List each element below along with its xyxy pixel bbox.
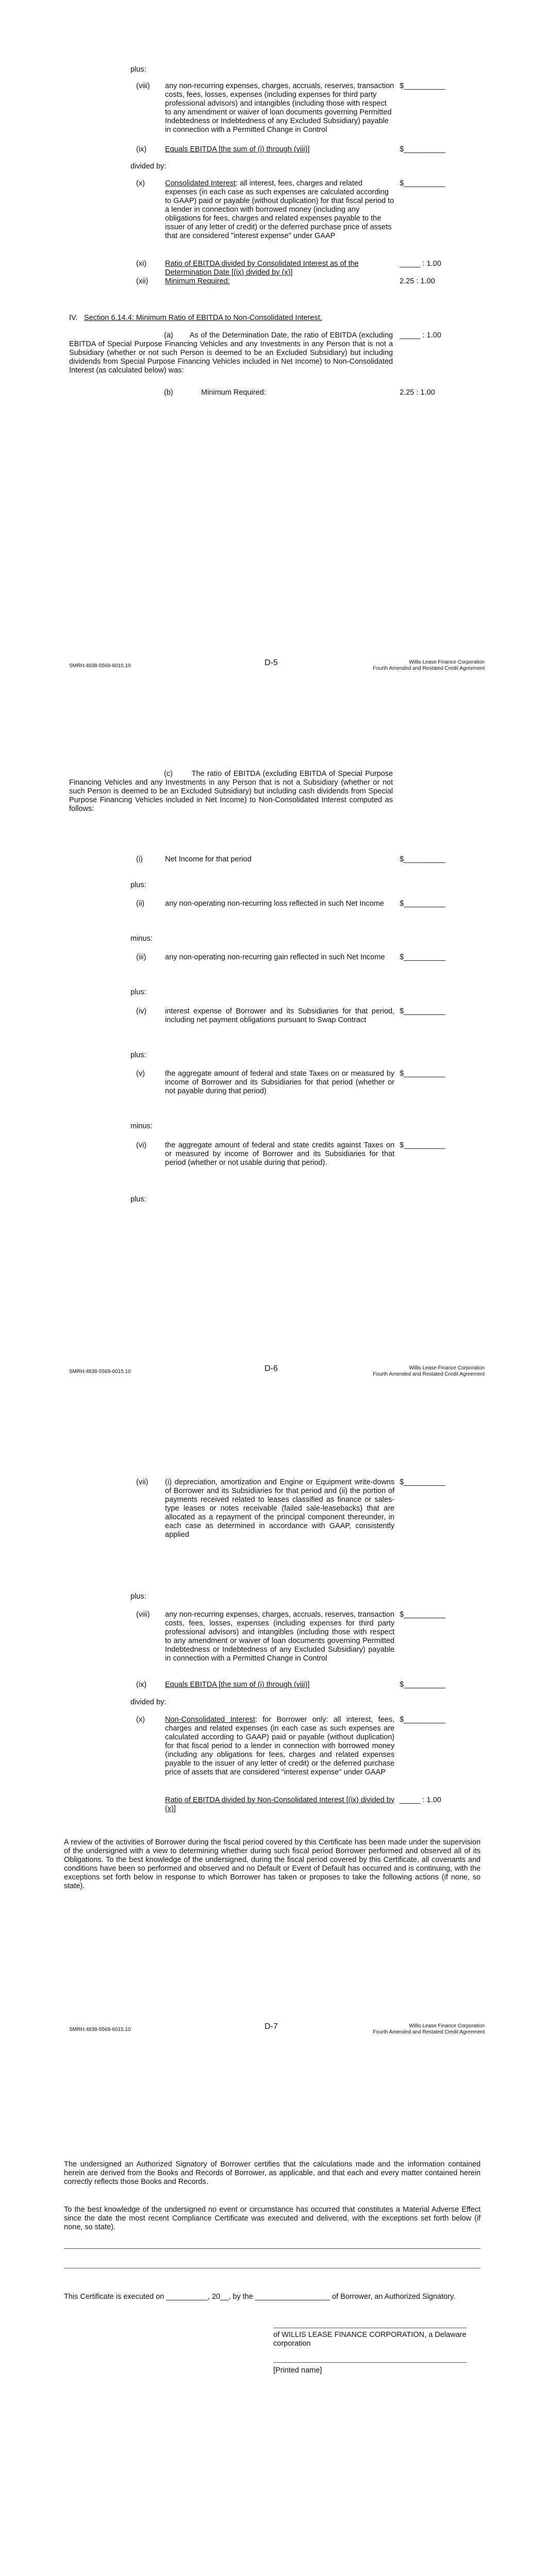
plus-label: plus:: [130, 988, 146, 996]
item-number: (iv): [136, 1007, 147, 1015]
amount-blank: $__________: [400, 1478, 446, 1486]
printed-name-line: [273, 2362, 467, 2363]
minimum-value: 2.25 : 1.00: [400, 388, 435, 397]
item-text: any non-operating non-recurring loss reflected in such Net Income: [165, 900, 384, 908]
footer-doc-id: SMRH:4838-5569-6015.10: [69, 2027, 131, 2032]
item-number: (v): [136, 1070, 145, 1078]
ratio-blank: _____ : 1.00: [400, 1796, 441, 1804]
footer-line: Willis Lease Finance Corporation: [409, 2023, 485, 2029]
item-text: (i) depreciation, amortization and Engine or Equipment write-downs of Borrower and its Subsidiaries for that period and (ii) the portion of payments received related to leases classified as finance or sales-type leases or notes receivable (failed sale-leasebacks) that are allocated as a repayment of the principal component thereunder, in each case as determined in accordance with GAAP, consistently applied: [165, 1478, 394, 1539]
item-text: any non-operating non-recurring gain reflected in such Net Income: [165, 953, 385, 961]
footer-line: Willis Lease Finance Corporation: [409, 1365, 485, 1371]
footer-page-number: D-7: [265, 2022, 278, 2031]
footer-doc-id: SMRH:4838-5569-6015.10: [69, 663, 131, 669]
footer-company: [278, 659, 485, 672]
amount-blank: $__________: [400, 855, 446, 863]
item-text: Net Income for that period: [165, 855, 252, 863]
item-text: the aggregate amount of federal and state Taxes on or measured by income of Borrower and its Subsidiaries for that period (whether or not payable during that period): [165, 1070, 394, 1095]
amount-blank: $__________: [400, 1611, 446, 1619]
item-number: (viii): [136, 82, 150, 90]
minimum-value: 2.25 : 1.00: [400, 277, 435, 285]
item-number: (x): [136, 179, 145, 188]
item-text: the aggregate amount of federal and state credits against Taxes on or measured by income of Borrower and its Subsidiaries for that period (whether or not usable during that period).: [165, 1141, 394, 1167]
minus-label: minus:: [130, 1122, 153, 1130]
item-text: Minimum Required:: [201, 388, 266, 397]
item-text: [165, 179, 394, 241]
item-number: (ix): [136, 1681, 147, 1689]
amount-blank: $__________: [400, 1070, 446, 1078]
footer-doc-id: SMRH:4838-5569-6015.10: [69, 1369, 131, 1375]
amount-blank: $__________: [400, 1716, 446, 1724]
item-text: Ratio of EBITDA divided by Consolidated Interest as of the Determination Date [(ix) divided by (x)]: [165, 260, 359, 277]
footer-line: Fourth Amended and Restated Credit Agreement: [373, 2029, 485, 2035]
divided-by-label: divided by:: [130, 162, 167, 171]
amount-blank: $__________: [400, 1681, 446, 1689]
item-number: (iii): [136, 953, 146, 961]
item-text: Minimum Required:: [165, 277, 230, 285]
footer-line: Fourth Amended and Restated Credit Agreement: [373, 666, 485, 671]
item-number: (vii): [136, 1478, 149, 1486]
execution-statement: This Certificate is executed on __________, 20__, by the __________________ of Borrower, an Authorized Signatory.: [64, 2293, 456, 2301]
ratio-text: Ratio of EBITDA divided by Non-Consolidated Interest [(ix) divided by (x)]: [165, 1796, 394, 1813]
amount-blank: $__________: [400, 953, 446, 961]
amount-blank: $__________: [400, 1141, 446, 1149]
footer-company: [278, 2023, 485, 2036]
signature-entity: of WILLIS LEASE FINANCE CORPORATION, a Delaware corporation: [273, 2331, 467, 2348]
item-number: (xii): [136, 277, 149, 285]
item-text: Equals EBITDA [the sum of (i) through (viii)]: [165, 145, 310, 154]
footer-line: Willis Lease Finance Corporation: [409, 659, 485, 665]
footer-page-number: D-5: [265, 658, 278, 667]
plus-label: plus:: [130, 881, 146, 889]
footer-page-number: D-6: [265, 1364, 278, 1373]
item-number: (ix): [136, 145, 147, 154]
footer-company: [278, 1365, 485, 1378]
item-text: interest expense of Borrower and its Subsidiaries for that period, including net payment obligations pursuant to Swap Contract: [165, 1007, 394, 1024]
section-heading: Section 6.14.4: Minimum Ratio of EBITDA to Non-Consolidated Interest.: [84, 314, 322, 322]
item-text: Equals EBITDA [the sum of (i) through (viii)]: [165, 1681, 310, 1689]
review-paragraph: A review of the activities of Borrower during the fiscal period covered by this Certificate has been made under the supervision of the undersigned with a view to determining whether during such fiscal period Borrower performed and observed all of its Obligations. To the best knowledge of the undersigned, during the fiscal period covered by this Certificate, all covenants and conditions have been so performed and observed and no Default or Event of Default has occurred and is continuing, with the exceptions set forth below in response to which Borrower has taken or proposes to take the following actions (if none, so state).: [64, 1838, 481, 1890]
amount-blank: $__________: [400, 145, 446, 154]
item-text: any non-recurring expenses, charges, accruals, reserves, transaction costs, fees, losses, expenses (including expenses for third party professional advisors) and intangibles (including those with respect to any amendment or waiver of loan documents governing Permitted Indebtedness or Indebtedness of any Excluded Subsidiary) payable in connection with a Permitted Change in Control: [165, 1611, 394, 1663]
divided-by-label: divided by:: [130, 1698, 167, 1706]
paragraph-a: (a) As of the Determination Date, the ratio of EBITDA (excluding EBITDA of Special Purpose Financing Vehicles and any Investments in any Person that is not a Subsidiary (whether or not such Person is deemed to be an Excluded Subsidiary) but including dividends from Special Purpose Financing Vehicles included in Net Income) to Non-Consolidated Interest (as calculated below) was:: [69, 331, 393, 375]
amount-blank: $__________: [400, 82, 446, 90]
item-text: [165, 1716, 394, 1777]
section-number: IV.: [69, 314, 78, 322]
footer-line: Fourth Amended and Restated Credit Agreement: [373, 1371, 485, 1377]
plus-label: plus:: [130, 1051, 146, 1059]
defined-term: Consolidated Interest: [165, 179, 236, 188]
printed-name-label: [Printed name]: [273, 2366, 322, 2375]
amount-blank: $__________: [400, 179, 446, 188]
ratio-blank: _____ : 1.00: [400, 260, 441, 268]
mae-paragraph: To the best knowledge of the undersigned no event or circumstance has occurred that constitutes a Material Adverse Effect since the date the most recent Compliance Certificate was executed and delivered, with the exceptions set forth below (if none, so state).: [64, 2206, 481, 2231]
item-number: (xi): [136, 260, 147, 268]
ratio-blank: _____ : 1.00: [400, 331, 441, 340]
definition-text: : all interest, fees, charges and related expenses (in each case as such expenses are calculated according to GAAP) paid or payable (without duplication) for that fiscal period to a lender in connection with borrowed money (including any obligations for fees, charges and related expenses payable to the issuer of any letter of credit) or the deferred purchase price of assets that are considered "interest expense" under GAAP: [165, 179, 394, 240]
item-text: any non-recurring expenses, charges, accruals, reserves, transaction costs, fees, losses, expenses (including expenses for third party professional advisors) and intangibles (including those with respect to any amendment or waiver of loan documents governing Permitted Indebtedness or Indebtedness of any Excluded Subsidiary) payable in connection with a Permitted Change in Control: [165, 82, 394, 134]
paragraph-c: (c) The ratio of EBITDA (excluding EBITDA of Special Purpose Financing Vehicles and any Investments in any Person that is not a Subsidiary (whether or not such Person is deemed to be an Excluded Subsidiary) but including cash dividends from Special Purpose Financing Vehicles included in Net Income) to Non-Consolidated Interest computed as follows:: [69, 770, 393, 813]
item-number: (b): [164, 388, 173, 397]
plus-label: plus:: [130, 1592, 146, 1601]
plus-label: plus:: [130, 65, 146, 74]
definition-text: : for Borrower only: all interest, fees, charges and related expenses (in each case as such expenses are calculated according to GAAP) paid or payable (without duplication) for that fiscal period to a lender in connection with borrowed money (including any obligations for fees, charges and related expenses payable to the issuer of any letter of credit) or the deferred purchase price of assets that are considered "interest expense" under GAAP: [165, 1716, 394, 1776]
amount-blank: $__________: [400, 1007, 446, 1015]
item-number: (x): [136, 1716, 145, 1724]
item-number: (viii): [136, 1611, 150, 1619]
plus-label: plus:: [130, 1195, 146, 1204]
minus-label: minus:: [130, 935, 153, 943]
defined-term: Non-Consolidated Interest: [165, 1716, 255, 1724]
item-number: (vi): [136, 1141, 147, 1149]
certification-paragraph: The undersigned an Authorized Signatory of Borrower certifies that the calculations made and the information contained herein are derived from the Books and Records of Borrower, as applicable, and that each and every matter contained herein correctly reflects those Books and Records.: [64, 2160, 481, 2186]
item-number: (i): [136, 855, 143, 863]
amount-blank: $__________: [400, 900, 446, 908]
exception-line: [64, 2248, 481, 2249]
item-number: (ii): [136, 900, 145, 908]
